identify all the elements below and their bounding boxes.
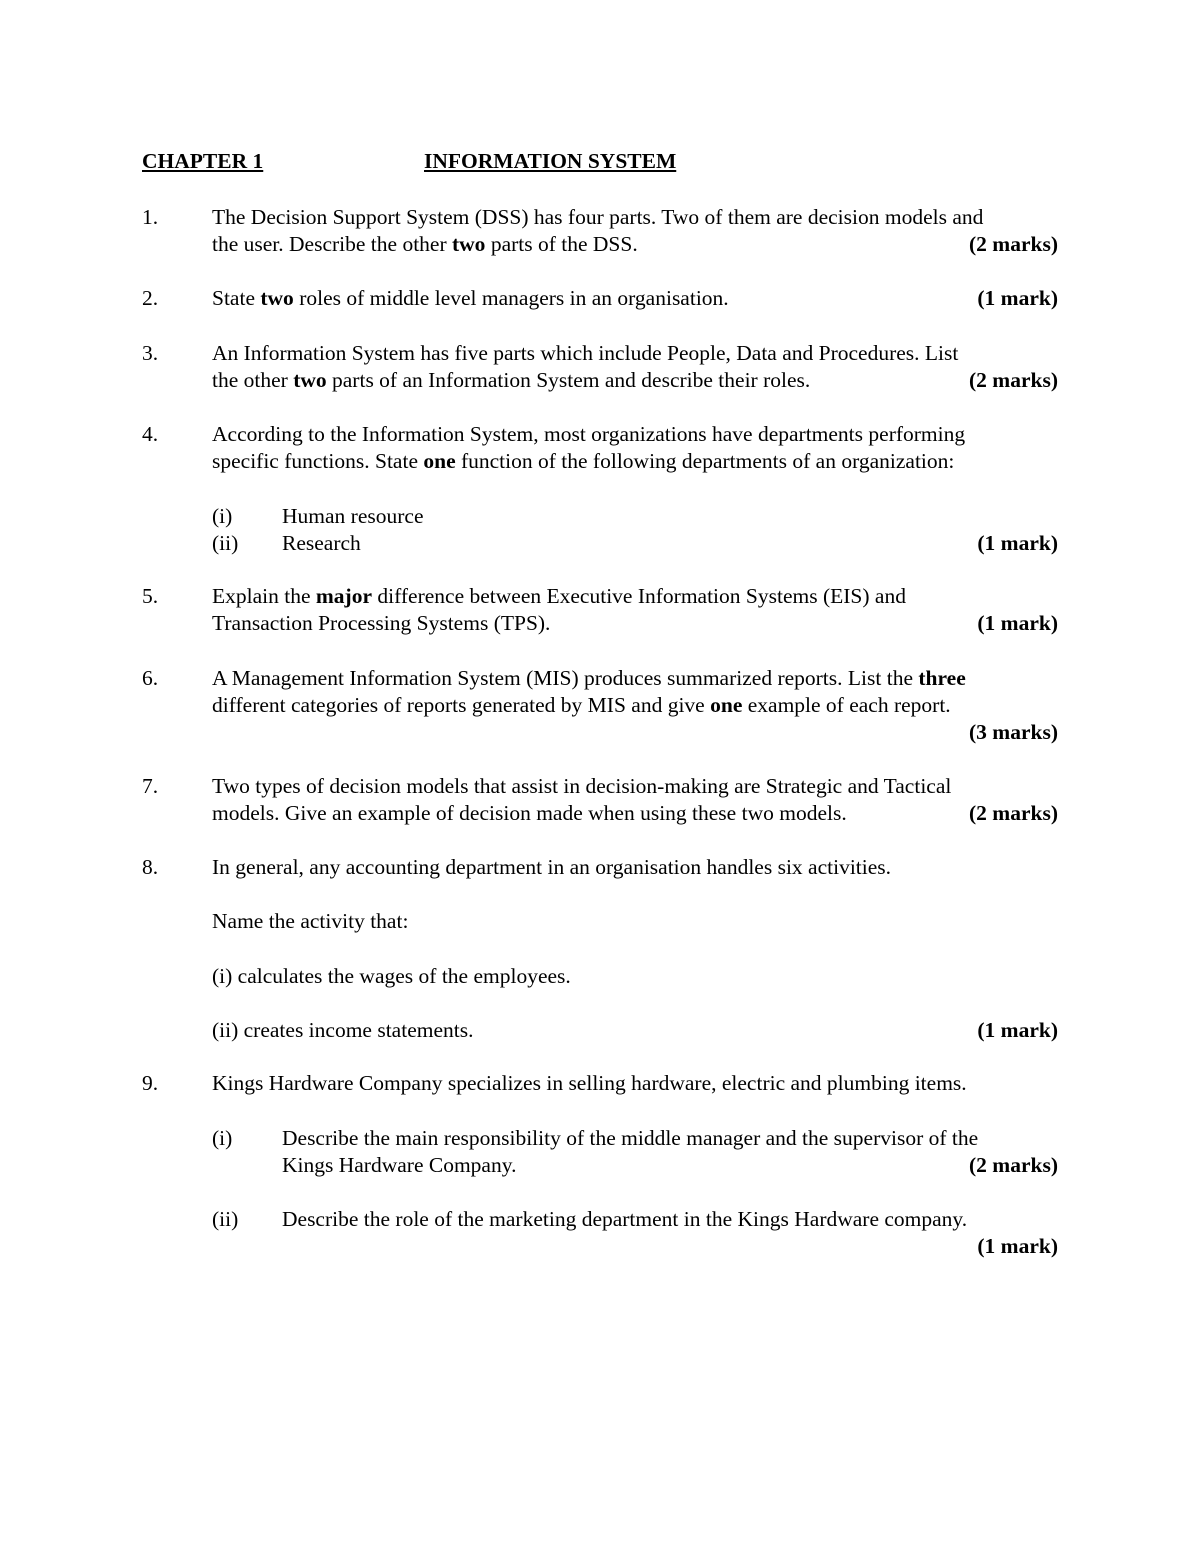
subitem-text: Describe the role of the marketing department in the Kings Hardware company. xyxy=(282,1207,968,1231)
subitem-label: (i) xyxy=(212,504,233,528)
question-number: 3. xyxy=(142,341,159,365)
question-text: An Information System has five parts which include People, Data and Procedures. List xyxy=(212,341,959,365)
subitem-text: (ii) creates income statements. xyxy=(212,1018,474,1042)
marks-label: (1 mark) xyxy=(977,531,1058,555)
chapter-label: CHAPTER 1 xyxy=(142,149,264,173)
question-number: 1. xyxy=(142,205,159,229)
question-text: Two types of decision models that assist in decision-making are Strategic and Tactical xyxy=(212,774,952,798)
question-text: In general, any accounting department in an organisation handles six activities. xyxy=(212,855,892,879)
marks-label: (1 mark) xyxy=(977,611,1058,635)
question-text: According to the Information System, most organizations have departments performing xyxy=(212,422,966,446)
question-text: A Management Information System (MIS) produces summarized reports. List the three xyxy=(212,666,966,690)
subitem-label: (ii) xyxy=(212,531,239,555)
subitem-text: (i) calculates the wages of the employees. xyxy=(212,964,571,988)
question-number: 8. xyxy=(142,855,159,879)
question-number: 7. xyxy=(142,774,159,798)
subitem-text: Describe the main responsibility of the middle manager and the supervisor of the xyxy=(282,1126,979,1150)
question-text: models. Give an example of decision made when using these two models. xyxy=(212,801,847,825)
question-text: State two roles of middle level managers in an organisation. xyxy=(212,286,729,310)
marks-label: (1 mark) xyxy=(977,286,1058,310)
subitem-text: Kings Hardware Company. xyxy=(282,1153,517,1177)
marks-label: (1 mark) xyxy=(977,1234,1058,1258)
marks-label: (2 marks) xyxy=(969,368,1058,392)
question-text: the user. Describe the other two parts of the DSS. xyxy=(212,232,638,256)
subitem-text: Human resource xyxy=(282,504,424,528)
marks-label: (2 marks) xyxy=(969,801,1058,825)
marks-label: (2 marks) xyxy=(969,232,1058,256)
question-text: Explain the major difference between Executive Information Systems (EIS) and xyxy=(212,584,906,608)
question-number: 6. xyxy=(142,666,159,690)
question-number: 2. xyxy=(142,286,159,310)
question-text: Name the activity that: xyxy=(212,909,409,933)
question-text: specific functions. State one function of the following departments of an organization: xyxy=(212,449,955,473)
question-text: The Decision Support System (DSS) has four parts. Two of them are decision models and xyxy=(212,205,984,229)
question-number: 4. xyxy=(142,422,159,446)
marks-label: (1 mark) xyxy=(977,1018,1058,1042)
marks-label: (3 marks) xyxy=(969,720,1058,744)
question-number: 5. xyxy=(142,584,159,608)
chapter-title: INFORMATION SYSTEM xyxy=(424,149,677,173)
subitem-label: (ii) xyxy=(212,1207,239,1231)
question-text: Kings Hardware Company specializes in selling hardware, electric and plumbing items. xyxy=(212,1071,967,1095)
question-text: Transaction Processing Systems (TPS). xyxy=(212,611,551,635)
subitem-text: Research xyxy=(282,531,361,555)
marks-label: (2 marks) xyxy=(969,1153,1058,1177)
subitem-label: (i) xyxy=(212,1126,233,1150)
question-text: different categories of reports generated by MIS and give one example of each report. xyxy=(212,693,951,717)
question-number: 9. xyxy=(142,1071,159,1095)
question-text: the other two parts of an Information System and describe their roles. xyxy=(212,368,811,392)
